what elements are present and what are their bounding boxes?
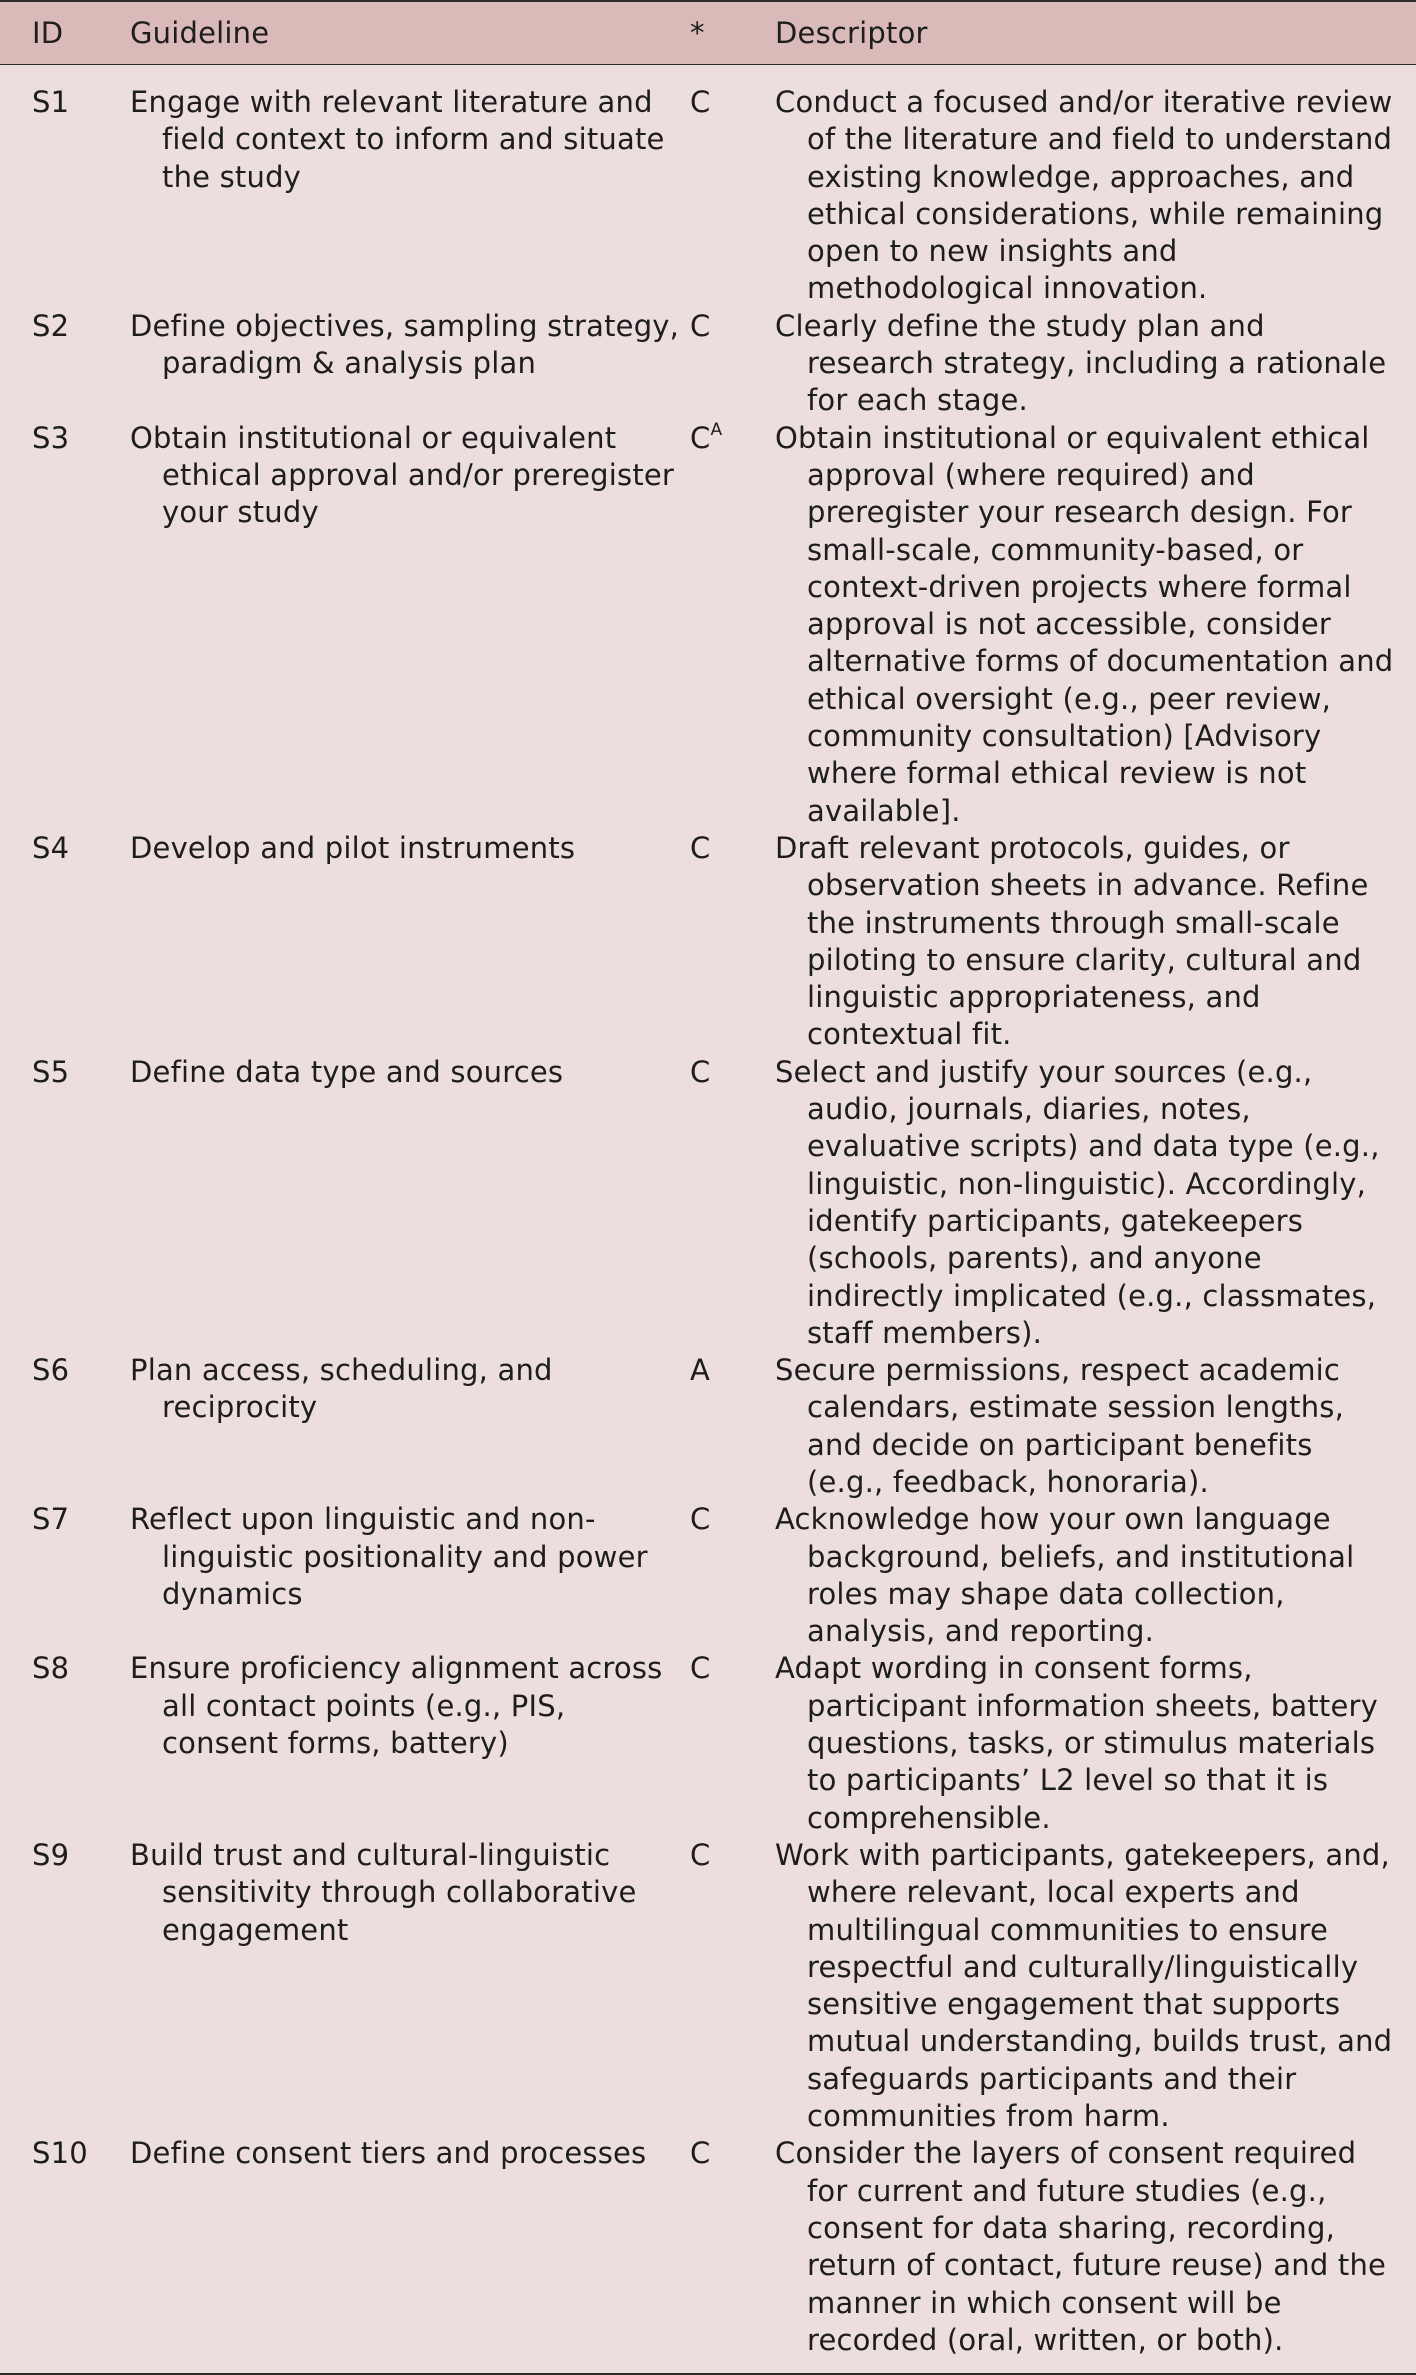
table-row bbox=[0, 1352, 1416, 1501]
row-id: S10 bbox=[32, 2136, 88, 2171]
table-header bbox=[0, 1, 1416, 65]
header-descriptor: Descriptor bbox=[775, 16, 928, 51]
row-descriptor bbox=[775, 2135, 1416, 2374]
row-guideline bbox=[130, 830, 690, 1054]
row-guideline bbox=[130, 1352, 690, 1501]
row-id: S8 bbox=[32, 1651, 70, 1686]
row-descriptor bbox=[775, 65, 1416, 308]
row-id: S9 bbox=[32, 1837, 70, 1872]
row-descriptor-text: Work with participants, gatekeepers, and, where relevant, local experts and multilingual communities to ensure respectful and culturally/linguistically sensitive engagement that supports mutual understanding, builds trust, and safeguards participants and their communities from harm. bbox=[775, 1837, 1393, 2134]
row-id: S4 bbox=[32, 830, 70, 865]
row-descriptor-text: Clearly define the study plan and research strategy, including a rationale for each stage. bbox=[775, 308, 1387, 418]
row-code-text: C bbox=[690, 1502, 711, 1537]
header-guideline: Guideline bbox=[130, 16, 270, 51]
row-guideline-text: Reflect upon linguistic and non-linguistic positionality and power dynamics bbox=[130, 1502, 648, 1611]
row-guideline-text: Obtain institutional or equivalent ethical approval and/or preregister your study bbox=[130, 420, 675, 530]
row-descriptor-text: Conduct a focused and/or iterative review of the literature and field to understand existing knowledge, approaches, and ethical considerations, while remaining open to new insights and methodological innovation. bbox=[775, 85, 1393, 306]
table-row bbox=[0, 1054, 1416, 1352]
row-descriptor-text: Draft relevant protocols, guides, or observation sheets in advance. Refine the instruments through small-scale piloting to ensure clarity, cultural and linguistic appropriateness, and contextual fit. bbox=[775, 830, 1369, 1052]
table-row bbox=[0, 308, 1416, 420]
row-descriptor-text: Obtain institutional or equivalent ethical approval (where required) and preregister your research design. For small-scale, community-based, or context-driven projects where formal approval is not accessible, consider alternative forms of documentation and ethical oversight (e.g., peer review, community consultation) [Advisory where formal ethical review is not available]. bbox=[775, 420, 1394, 828]
row-code-text: A bbox=[690, 1353, 711, 1388]
row-descriptor-text: Secure permissions, respect academic calendars, estimate session lengths, and decide on participant benefits (e.g., feedback, honoraria). bbox=[775, 1353, 1345, 1499]
table-row bbox=[0, 1650, 1416, 1836]
row-code bbox=[690, 830, 775, 1054]
row-id: S1 bbox=[32, 85, 70, 119]
row-code-text: C bbox=[690, 1651, 711, 1686]
row-guideline-text: Define objectives, sampling strategy, paradigm & analysis plan bbox=[130, 308, 680, 381]
row-descriptor bbox=[775, 308, 1416, 420]
row-code bbox=[690, 420, 775, 830]
row-guideline bbox=[130, 420, 690, 830]
row-guideline bbox=[130, 1650, 690, 1836]
row-guideline bbox=[130, 1501, 690, 1650]
row-descriptor-text: Acknowledge how your own language background, beliefs, and institutional roles may shape data collection, analysis, and reporting. bbox=[775, 1502, 1355, 1649]
row-code bbox=[690, 1352, 775, 1501]
row-code-text: C bbox=[690, 1837, 711, 1872]
row-guideline-text: Engage with relevant literature and field context to inform and situate the study bbox=[130, 85, 665, 194]
row-id: S2 bbox=[32, 308, 70, 343]
table-row bbox=[0, 65, 1416, 308]
row-code bbox=[690, 2135, 775, 2374]
row-descriptor-text: Select and justify your sources (e.g., audio, journals, diaries, notes, evaluative scripts) and data type (e.g., linguistic, non-linguistic). Accordingly, identify participants, gatekeepers (schools, parents), and anyone indirectly implicated (e.g., classmates, staff members). bbox=[775, 1054, 1380, 1350]
row-guideline bbox=[130, 1054, 690, 1352]
row-guideline bbox=[130, 308, 690, 420]
table-row bbox=[0, 830, 1416, 1054]
row-code-text: C bbox=[690, 1054, 711, 1089]
row-code bbox=[690, 1501, 775, 1650]
row-code-superscript: A bbox=[710, 420, 723, 441]
row-code-text: C bbox=[690, 85, 711, 119]
row-code bbox=[690, 1837, 775, 2135]
header-id: ID bbox=[32, 16, 64, 51]
row-descriptor bbox=[775, 420, 1416, 830]
row-guideline-text: Build trust and cultural-linguistic sensitivity through collaborative engagement bbox=[130, 1837, 637, 1947]
row-descriptor-text: Consider the layers of consent required for current and future studies (e.g., consent for data sharing, recording, return of contact, future reuse) and the manner in which consent will be recorded (oral, written, or both). bbox=[775, 2136, 1387, 2357]
row-descriptor bbox=[775, 1054, 1416, 1352]
table-row bbox=[0, 2135, 1416, 2374]
row-id: S7 bbox=[32, 1502, 70, 1537]
row-id: S3 bbox=[32, 420, 70, 455]
row-descriptor bbox=[775, 1650, 1416, 1836]
row-guideline-text: Define consent tiers and processes bbox=[130, 2136, 647, 2171]
header-star: * bbox=[690, 16, 705, 51]
row-code bbox=[690, 65, 775, 308]
row-code-text: C bbox=[690, 830, 711, 865]
row-guideline bbox=[130, 2135, 690, 2374]
row-guideline-text: Ensure proficiency alignment across all contact points (e.g., PIS, consent forms, battery) bbox=[130, 1651, 663, 1761]
row-descriptor bbox=[775, 830, 1416, 1054]
row-code-text: C bbox=[690, 308, 711, 343]
table-body bbox=[0, 65, 1416, 2375]
row-descriptor bbox=[775, 1837, 1416, 2135]
row-descriptor bbox=[775, 1501, 1416, 1650]
row-descriptor-text: Adapt wording in consent forms, participant information sheets, battery questions, tasks, or stimulus materials to participants’ L2 level so that it is comprehensible. bbox=[775, 1651, 1379, 1835]
row-code-text: C bbox=[690, 2136, 711, 2171]
row-id: S5 bbox=[32, 1054, 70, 1089]
table-row bbox=[0, 1501, 1416, 1650]
row-code bbox=[690, 1054, 775, 1352]
row-guideline bbox=[130, 1837, 690, 2135]
row-guideline-text: Plan access, scheduling, and reciprocity bbox=[130, 1353, 553, 1425]
row-code bbox=[690, 1650, 775, 1836]
row-guideline-text: Develop and pilot instruments bbox=[130, 830, 576, 865]
table-row bbox=[0, 420, 1416, 830]
row-guideline-text: Define data type and sources bbox=[130, 1054, 564, 1089]
row-descriptor bbox=[775, 1352, 1416, 1501]
row-code-text: C bbox=[690, 420, 711, 455]
row-code bbox=[690, 308, 775, 420]
row-guideline bbox=[130, 65, 690, 308]
row-id: S6 bbox=[32, 1353, 70, 1388]
header-row bbox=[0, 1, 1416, 65]
table-row bbox=[0, 1837, 1416, 2135]
